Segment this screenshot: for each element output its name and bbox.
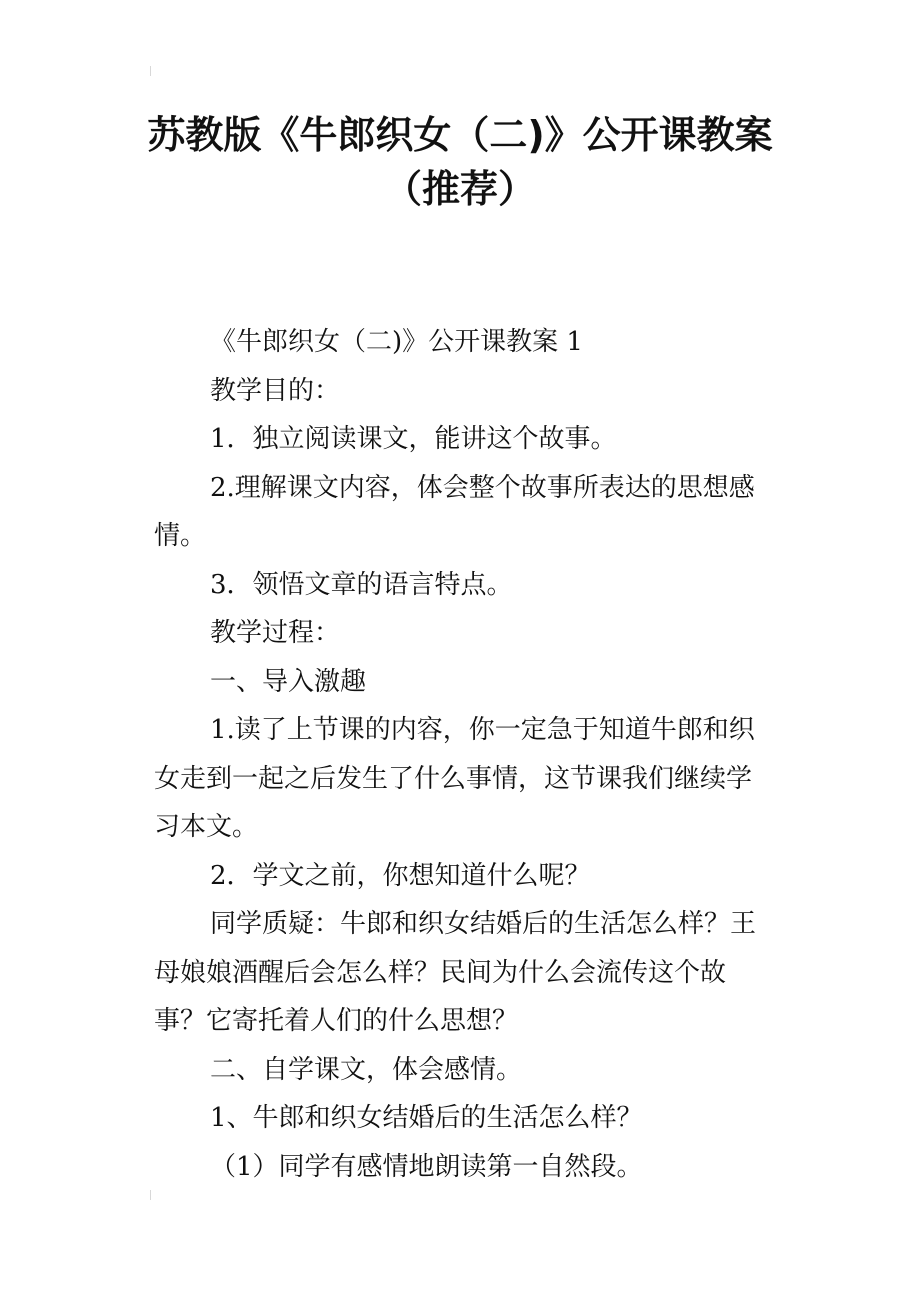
paragraph: 二、自学课文，体会感情。	[210, 1054, 523, 1085]
paragraph: 一、导入激趣	[210, 666, 367, 697]
paragraph: 3．领悟文章的语言特点。	[210, 569, 513, 600]
paragraph: 1．独立阅读课文，能讲这个故事。	[210, 424, 617, 454]
paragraph: 2．学文之前，你想知道什么呢？	[210, 860, 591, 891]
paragraph: 2.理解课文内容，体会整个故事所表达的思想感情。	[154, 472, 755, 551]
title-line-2: （推荐）	[383, 167, 536, 211]
paragraph: 1.读了上节课的内容，你一定急于知道牛郎和织女走到一起之后发生了什么事情，这节课我们继续学习本文。	[154, 715, 755, 842]
document-body	[154, 318, 774, 1191]
paragraph: 教学目的：	[210, 375, 341, 406]
section-heading: 《牛郎织女（二)》公开课教案 1	[210, 327, 583, 357]
paragraph: 同学质疑：牛郎和织女结婚后的生活怎么样？王母娘娘酒醒后会怎么样？民间为什么会流传这个故事？它寄托着人们的什么思想？	[154, 909, 757, 1036]
crop-mark-bottom	[150, 1190, 157, 1200]
crop-mark-top	[150, 66, 157, 76]
paragraph: 教学过程：	[210, 618, 341, 648]
paragraph: 1、牛郎和织女结婚后的生活怎么样？	[210, 1103, 643, 1133]
title-line-1: 苏教版《牛郎织女（二)》公开课教案	[147, 113, 773, 157]
document-title	[100, 108, 820, 216]
paragraph: （1）同学有感情地朗读第一自然段。	[210, 1151, 643, 1182]
